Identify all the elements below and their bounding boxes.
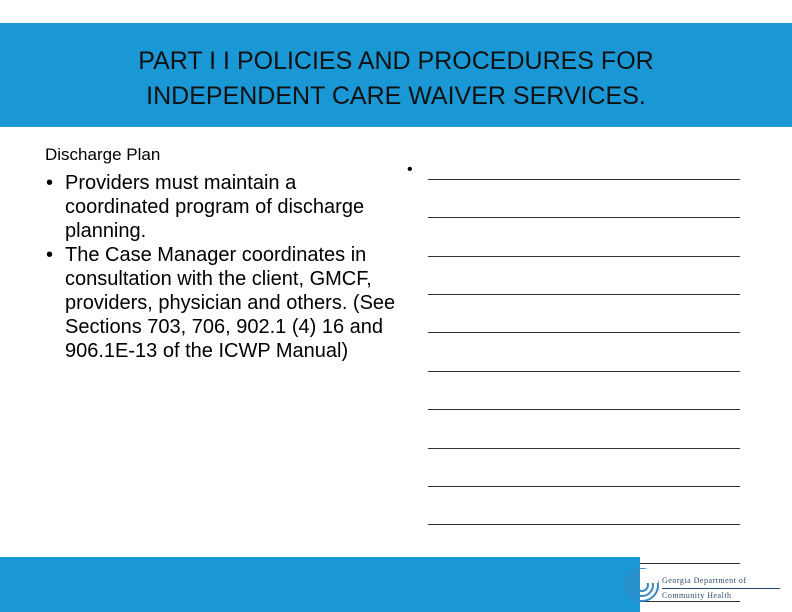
logo-line-2: Community Health [662,591,732,600]
note-line [428,256,740,257]
bullet-list [45,171,400,363]
footer-band [0,557,640,612]
note-line [428,448,740,449]
note-line [428,294,740,295]
logo-line-1: Georgia Department of [662,576,747,585]
note-line [428,409,740,410]
bullet-dot-icon: • [46,172,54,194]
dch-logo [624,567,784,605]
slide-title-line-1: PART I I POLICIES AND PROCEDURES FOR [138,47,654,75]
section-subheading: Discharge Plan [45,145,161,164]
georgia-dch-logo-icon [624,567,660,603]
bullet-item [45,171,400,243]
note-line [428,371,740,372]
bullet-text: The Case Manager coordinates in consultation with the client, GMCF, providers, physician and others. (See Sections 703, 706, 902.1 (4) 16 and 906.1E-13 of the ICWP Manual) [65,244,396,362]
note-line [428,524,740,525]
slide-title-line-2: INDEPENDENT CARE WAIVER SERVICES. [146,82,646,110]
note-line [428,486,740,487]
bullet-dot-icon: • [46,244,54,266]
note-line [428,217,740,218]
note-lines [428,0,740,612]
logo-text [662,575,780,602]
bullet-text: Providers must maintain a coordinated program of discharge planning. [65,172,365,242]
note-line [428,332,740,333]
notes-bullet: • [407,161,413,178]
note-line [428,179,740,180]
bullet-item [45,243,400,363]
